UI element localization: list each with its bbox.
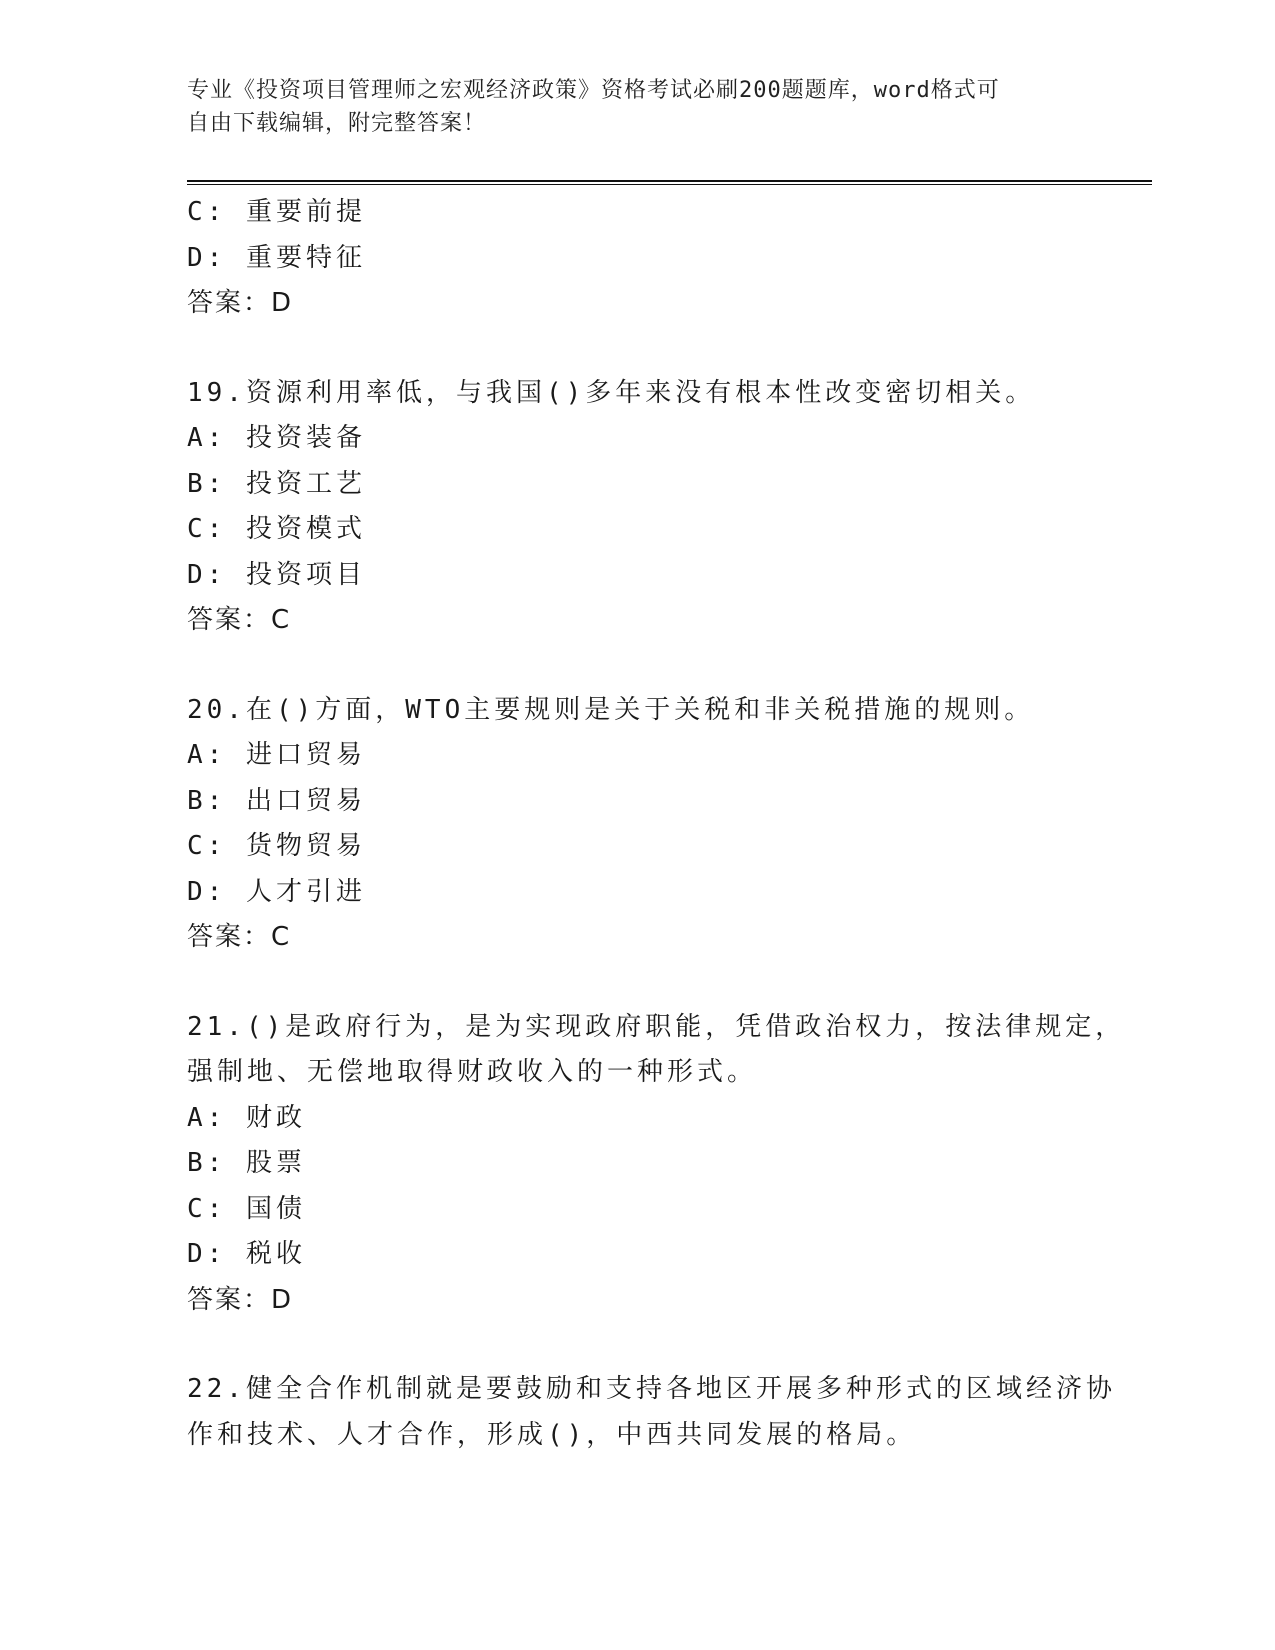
option-d: D: 税收: [187, 1239, 306, 1269]
document-body: [187, 190, 1126, 1458]
header-rule-thick: [187, 180, 1152, 182]
question-text-cont: 强制地、无偿地取得财政收入的一种形式。: [187, 1057, 758, 1087]
answer: 答案：C: [187, 922, 292, 952]
option-c: C: 国债: [187, 1193, 306, 1224]
question-text: 20.在()方面，WTO主要规则是关于关税和非关税措施的规则。: [187, 694, 1035, 725]
option-d: D: 人才引进: [187, 876, 366, 907]
question-text: 21.()是政府行为，是为实现政府职能，凭借政治权力，按法律规定，: [187, 1011, 1126, 1042]
question-text: 19.资源利用率低，与我国()多年来没有根本性改变密切相关。: [187, 377, 1036, 408]
answer: 答案：C: [187, 605, 292, 635]
header-line-1: 专业《投资项目管理师之宏观经济政策》资格考试必刷200题题库，word格式可: [187, 78, 1000, 103]
option-d: D: 重要特征: [187, 242, 366, 273]
document-header: [187, 74, 1087, 140]
option-d: D: 投资项目: [187, 559, 366, 590]
option-b: B: 投资工艺: [187, 468, 366, 499]
question-text-cont: 作和技术、人才合作，形成()，中西共同发展的格局。: [187, 1419, 917, 1450]
header-line-2: 自由下载编辑，附完整答案！: [187, 111, 487, 136]
answer: 答案：D: [187, 288, 294, 318]
option-a: A: 财政: [187, 1102, 306, 1133]
question-21: [187, 1005, 1126, 1324]
question-20: [187, 688, 1107, 961]
option-b: B: 股票: [187, 1148, 306, 1178]
option-a: A: 投资装备: [187, 423, 366, 453]
answer: 答案：D: [187, 1284, 294, 1315]
question-22: [187, 1367, 1116, 1458]
question-19: [187, 371, 1107, 644]
option-c: C: 货物贸易: [187, 831, 366, 861]
option-a: A: 进口贸易: [187, 740, 366, 770]
question-text: 22.健全合作机制就是要鼓励和支持各地区开展多种形式的区域经济协: [187, 1374, 1116, 1404]
header-rule-thin: [187, 184, 1152, 185]
option-b: B: 出口贸易: [187, 785, 366, 816]
option-c: C: 重要前提: [187, 197, 366, 227]
option-c: C: 投资模式: [187, 514, 366, 544]
